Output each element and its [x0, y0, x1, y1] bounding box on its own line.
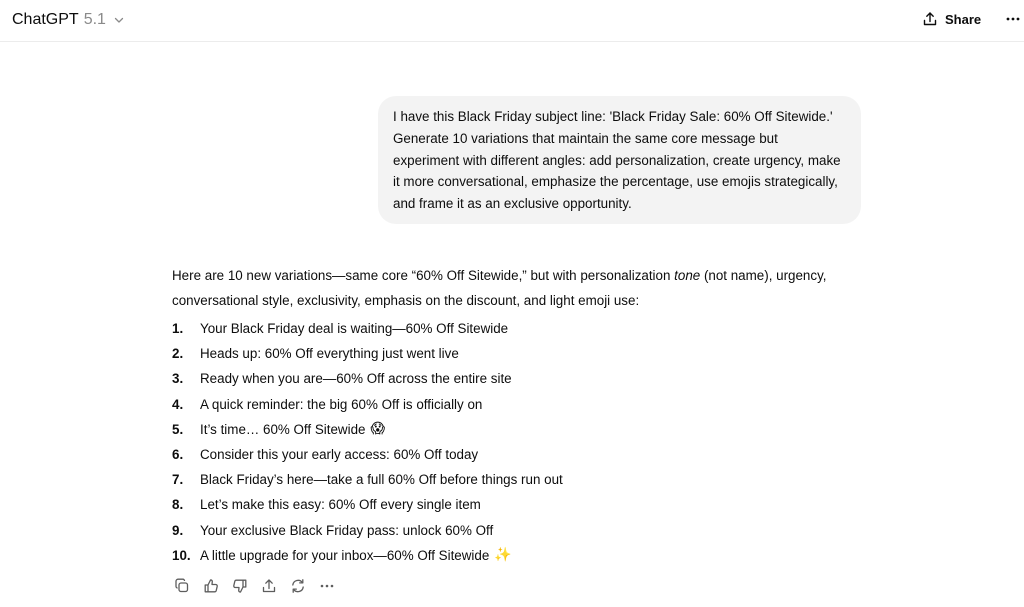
more-icon	[1005, 11, 1021, 27]
intro-text: Here are 10 new variations—same core “60% Off Sitewide,” but with personalization	[172, 268, 675, 283]
variations-list	[172, 316, 563, 568]
sparkles-emoji-icon: ✨	[494, 547, 512, 564]
list-item	[172, 467, 563, 492]
item-text: It’s time… 60% Off Sitewide	[200, 421, 366, 437]
share-icon	[922, 11, 938, 27]
chevron-down-icon	[113, 14, 125, 26]
list-item	[172, 366, 563, 391]
item-number: 1.	[172, 321, 184, 337]
item-number: 3.	[172, 371, 184, 387]
item-text: Heads up: 60% Off everything just went live	[200, 346, 459, 362]
copy-icon	[174, 578, 190, 594]
thumbs-up-icon	[203, 578, 219, 594]
item-text: Your Black Friday deal is waiting—60% Off Sitewide	[200, 321, 509, 337]
assistant-message	[172, 263, 832, 313]
item-text: Consider this your early access: 60% Off today	[200, 447, 479, 463]
share-message-button[interactable]	[259, 576, 279, 596]
top-bar	[0, 0, 1024, 42]
model-name: ChatGPT	[12, 11, 79, 28]
more-icon	[319, 578, 335, 594]
item-number: 2.	[172, 346, 184, 362]
item-number: 10.	[172, 547, 191, 563]
share-button[interactable]	[922, 8, 981, 30]
share-label: Share	[945, 11, 982, 27]
item-number: 9.	[172, 522, 184, 538]
intro-emphasis: tone	[674, 268, 701, 283]
model-picker[interactable]	[12, 9, 125, 31]
regenerate-button[interactable]	[288, 576, 308, 596]
list-item	[172, 518, 563, 543]
user-message-text: I have this Black Friday subject line: 'Black Friday Sale: 60% Off Sitewide.' Generate 10 variations that maintain the same core message but experiment with different angles: add personalization, create urgency, make it more conversational, emphasize the percentage, use emojis strategically, and frame it as an exclusive opportunity.	[393, 109, 841, 212]
list-item	[172, 492, 563, 517]
list-item	[172, 341, 563, 366]
message-actions	[172, 576, 337, 596]
thumbs-up-button[interactable]	[201, 576, 221, 596]
intro-text-end: (not name), urgency, conversational style, exclusivity, emphasis on the discount, and light emoji use:	[172, 268, 827, 308]
list-item	[172, 442, 563, 467]
user-message	[378, 96, 861, 224]
more-options-button[interactable]	[1002, 8, 1024, 30]
share-icon	[261, 578, 277, 594]
item-number: 8.	[172, 497, 184, 513]
item-text: Black Friday’s here—take a full 60% Off before things run out	[200, 472, 563, 488]
item-number: 7.	[172, 472, 184, 488]
item-text: A little upgrade for your inbox—60% Off Sitewide	[200, 547, 490, 563]
thumbs-down-icon	[232, 578, 248, 594]
item-number: 6.	[172, 447, 184, 463]
item-number: 5.	[172, 421, 184, 437]
item-text: A quick reminder: the big 60% Off is officially on	[200, 396, 483, 412]
scream-emoji-icon: 😱	[370, 421, 386, 438]
copy-button[interactable]	[172, 576, 192, 596]
model-version: 5.1	[83, 11, 106, 28]
item-text: Your exclusive Black Friday pass: unlock 60% Off	[200, 522, 494, 538]
list-item	[172, 543, 563, 568]
list-item	[172, 316, 563, 341]
list-item	[172, 417, 563, 442]
item-number: 4.	[172, 396, 184, 412]
thumbs-down-button[interactable]	[230, 576, 250, 596]
list-item	[172, 392, 563, 417]
regenerate-icon	[290, 578, 306, 594]
item-text: Ready when you are—60% Off across the entire site	[200, 371, 512, 387]
item-text: Let’s make this easy: 60% Off every single item	[200, 497, 481, 513]
assistant-intro	[172, 263, 832, 313]
more-actions-button[interactable]	[317, 576, 337, 596]
